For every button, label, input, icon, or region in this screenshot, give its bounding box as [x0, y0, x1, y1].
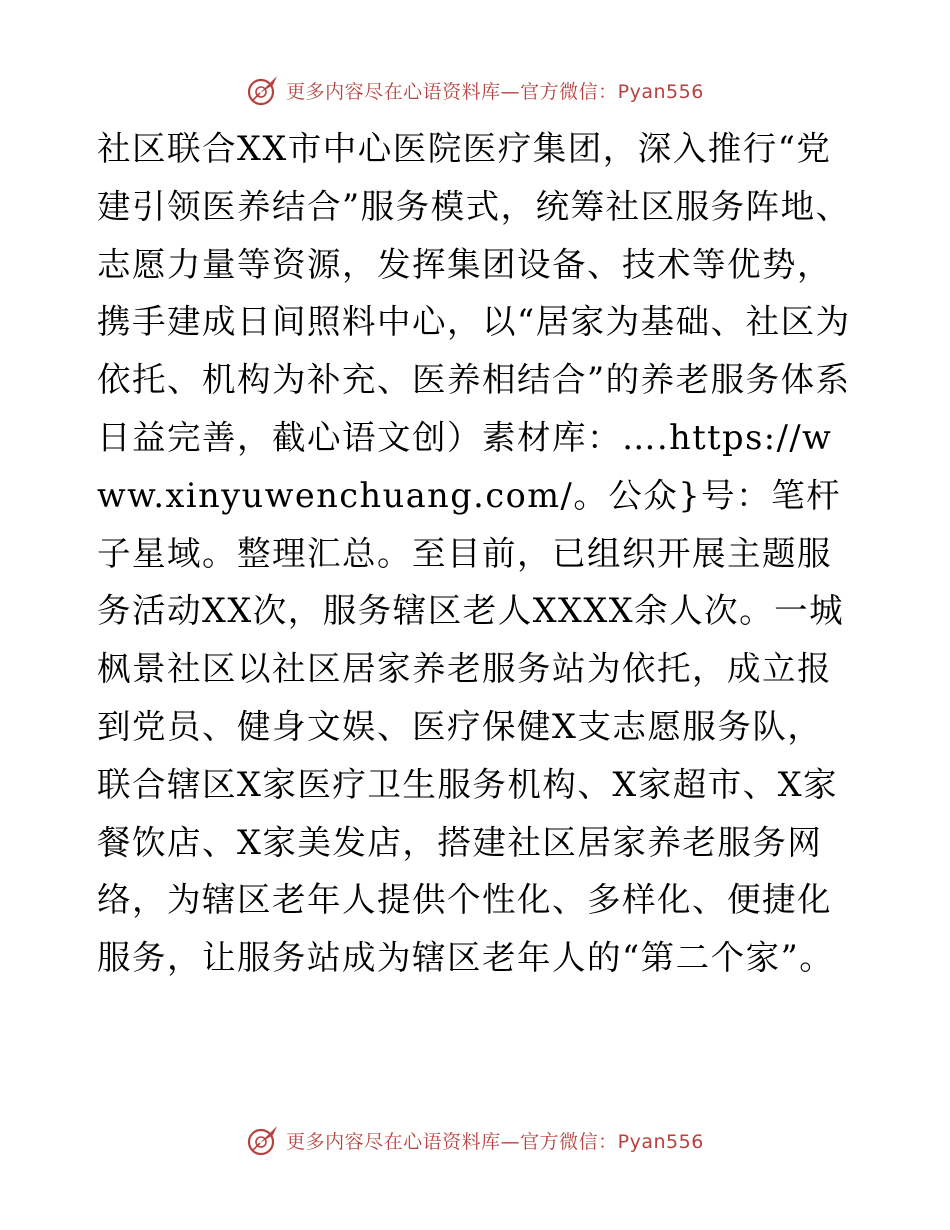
footer-watermark [0, 1120, 950, 1160]
body-paragraph: 社区联合XX市中心医院医疗集团，深入推行“党建引领医养结合”服务模式，统筹社区服务阵地、志愿力量等资源，发挥集团设备、技术等优势，携手建成日间照料中心，以“居家为基础、社区为依托、机构为补充、医养相结合”的养老服务体系日益完善，截心语文创）素材库：….https://www.xinyuwenchuang.com/。公众}号：笔杆子星域。整理汇总。至目前，已组织开展主题服务活动XX次，服务辖区老人XXXX余人次。一城枫景社区以社区居家养老服务站为依托，成立报到党员、健身文娱、医疗保健X支志愿服务队，联合辖区X家医疗卫生服务机构、X家超市、X家餐饮店、X家美发店，搭建社区居家养老服务网络，为辖区老年人提供个性化、多样化、便捷化服务，让服务站成为辖区老年人的“第二个家”。 [97, 129, 851, 978]
header-banner-text: 更多内容尽在心语资料库—官方微信：Pyan556 [286, 80, 704, 103]
header-watermark [0, 70, 950, 110]
footer-banner-text: 更多内容尽在心语资料库—官方微信：Pyan556 [286, 1130, 704, 1153]
quill-pen-logo-icon [246, 73, 280, 107]
quill-pen-logo-icon [246, 1123, 280, 1157]
